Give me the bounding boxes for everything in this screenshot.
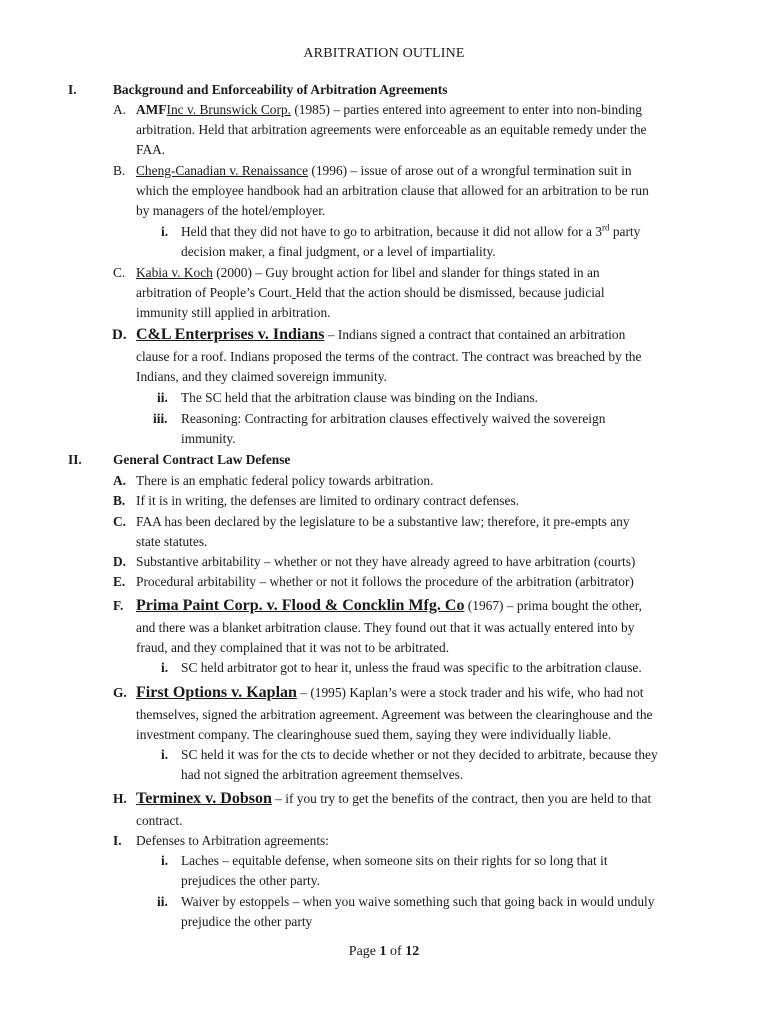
page-total: 12 xyxy=(405,944,420,959)
subitem-label: i. xyxy=(161,660,169,675)
item-c-line-1: Kabia v. Koch (2000) – Guy brought action for libel and slander for things stated in an xyxy=(136,265,600,280)
subitem-line-2: had not signed the arbitration agreement themselves. xyxy=(181,767,464,782)
page-number: 1 xyxy=(379,944,387,959)
item-f-line-3: fraud, and they complained that it was not to be arbitrated. xyxy=(136,640,450,655)
item-d-line: Substantive arbitability – whether or not they have already agreed to have arbitration (courts) xyxy=(136,554,636,569)
item-a-line: There is an emphatic federal policy towards arbitration. xyxy=(136,473,434,488)
item-c-line-2: state statutes. xyxy=(136,534,208,549)
item-b-line-2: which the employee handbook had an arbitration clause that allowed for an arbitration to be run xyxy=(136,183,649,198)
case-name: Cheng-Canadian v. Renaissance xyxy=(136,163,309,178)
item-b-line: If it is in writing, the defenses are limited to ordinary contract defenses. xyxy=(136,493,519,508)
item-label: C. xyxy=(113,514,127,529)
page-footer: Page 1 of 12 xyxy=(348,944,420,959)
subitem-label: ii. xyxy=(157,390,168,405)
item-c-line-1: FAA has been declared by the legislature to be a substantive law; therefore, it pre-empts any xyxy=(136,514,630,529)
item-e-line: Procedural arbitability – whether or not it follows the procedure of the arbitration (arbitrator) xyxy=(136,574,634,589)
item-c-line-2: arbitration of People’s Court. Held that the action should be dismissed, because judicial xyxy=(136,285,605,300)
subitem-line: SC held arbitrator got to hear it, unless the fraud was specific to the arbitration clause. xyxy=(181,660,642,675)
item-h-line-1: Terminex v. Dobson – if you try to get the benefits of the contract, then you are held to that xyxy=(136,790,652,807)
section-number: I. xyxy=(68,82,77,97)
item-a-line-2: arbitration. Held that arbitration agreements were enforceable as an equitable remedy under the xyxy=(136,122,647,137)
subitem-line-2: prejudice the other party xyxy=(181,914,313,929)
item-g-line-3: investment company. The clearinghouse sued them, saying they were individually liable. xyxy=(136,727,612,742)
item-d-line-1: C&L Enterprises v. Indians – Indians signed a contract that contained an arbitration xyxy=(136,326,626,343)
case-name-bold: AMF xyxy=(136,102,167,117)
item-g-line-1: First Options v. Kaplan – (1995) Kaplan’s were a stock trader and his wife, who had not xyxy=(136,684,644,701)
item-label: I. xyxy=(113,833,122,848)
section-heading: Background and Enforceability of Arbitration Agreements xyxy=(113,82,448,97)
item-label: D. xyxy=(113,554,127,569)
subitem-line-1: Reasoning: Contracting for arbitration clauses effectively waived the sovereign xyxy=(181,411,606,426)
case-name: First Options v. Kaplan xyxy=(136,684,297,701)
section-number: II. xyxy=(68,452,82,467)
item-label: A. xyxy=(113,102,127,117)
item-label: D. xyxy=(112,327,127,343)
subitem-line-1: Waiver by estoppels – when you waive something such that going back in would unduly xyxy=(181,894,655,909)
item-b-line-1: Cheng-Canadian v. Renaissance (1996) – issue of arose out of a wrongful termination suit in xyxy=(136,163,632,178)
document-title: ARBITRATION OUTLINE xyxy=(303,46,465,61)
subitem-line-2: decision maker, a final judgment, or a level of impartiality. xyxy=(181,244,496,259)
item-a-line-3: FAA. xyxy=(136,142,166,157)
item-label: B. xyxy=(113,493,126,508)
item-d-line-3: Indians, and they claimed sovereign immunity. xyxy=(136,369,387,384)
subitem-label: i. xyxy=(161,853,169,868)
subitem-line: The SC held that the arbitration clause was binding on the Indians. xyxy=(181,390,539,405)
item-b-line-3: by managers of the hotel/employer. xyxy=(136,203,326,218)
item-c-line-3: immunity still applied in arbitration. xyxy=(136,305,331,320)
subitem-line-1: Laches – equitable defense, when someone sits on their rights for so long that it xyxy=(181,853,608,868)
subitem-label: i. xyxy=(161,747,169,762)
subitem-line-1: SC held it was for the cts to decide whether or not they decided to arbitrate, because they xyxy=(181,747,658,762)
item-label: C. xyxy=(113,265,126,280)
item-d-line-2: clause for a roof. Indians proposed the terms of the contract. The contract was breached by the xyxy=(136,349,642,364)
item-label: A. xyxy=(113,473,127,488)
case-name: Terminex v. Dobson xyxy=(136,790,272,807)
item-label: G. xyxy=(113,685,127,700)
item-h-line-2: contract. xyxy=(136,813,183,828)
item-f-line-2: and there was a blanket arbitration clause. They found out that it was actually entered into by xyxy=(136,620,635,635)
item-label: H. xyxy=(113,791,127,806)
section-heading: General Contract Law Defense xyxy=(113,452,291,467)
item-f-line-1: Prima Paint Corp. v. Flood & Concklin Mfg. Co (1967) – prima bought the other, xyxy=(136,597,643,614)
case-name: C&L Enterprises v. Indians xyxy=(136,326,325,343)
item-g-line-2: themselves, signed the arbitration agreement. Agreement was between the clearinghouse and the xyxy=(136,707,653,722)
item-i-line: Defenses to Arbitration agreements: xyxy=(136,833,329,848)
item-label: E. xyxy=(113,574,126,589)
item-a-line-1: AMFInc v. Brunswick Corp. (1985) – parties entered into agreement to enter into non-binding xyxy=(136,102,642,117)
item-label: F. xyxy=(113,598,124,613)
subitem-label: iii. xyxy=(153,411,168,426)
subitem-line-2: immunity. xyxy=(181,431,236,446)
subitem-line-1: Held that they did not have to go to arbitration, because it did not allow for a 3rd party xyxy=(181,222,641,239)
item-label: B. xyxy=(113,163,126,178)
subitem-label: ii. xyxy=(157,894,168,909)
subitem-label: i. xyxy=(161,224,169,239)
case-name: Kabia v. Koch xyxy=(136,265,213,280)
case-name: Prima Paint Corp. v. Flood & Concklin Mfg. Co xyxy=(136,597,465,614)
case-name: Inc v. Brunswick Corp. xyxy=(166,102,291,117)
subitem-line-2: prejudices the other party. xyxy=(181,873,320,888)
